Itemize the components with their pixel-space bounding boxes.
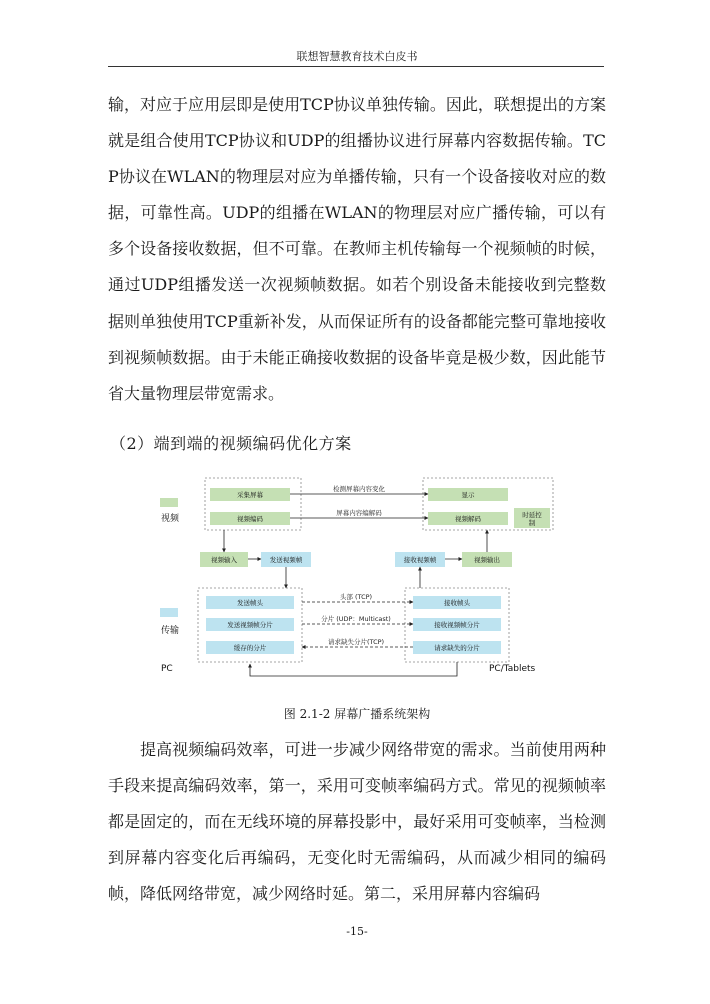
node-receive-frame-label: 接收视频帧 [403,556,437,564]
legend-video-label: 视频 [161,514,180,524]
node-video-input-label: 视频输入 [211,556,237,564]
legend-transport-label: 传输 [161,626,180,636]
architecture-diagram [150,470,562,690]
edge-header-tcp-label: 头部 (TCP) [339,593,373,601]
node-cached-fragments-label: 缓存的分片 [233,644,267,652]
node-receive-fragments-label: 接收视频帧分片 [434,621,480,629]
section-heading: （2）端到端的视频编码优化方案 [110,434,352,453]
legend-video-swatch [160,498,178,507]
legend-transport-swatch [160,608,178,617]
body-paragraph-1: 输，对应于应用层即是使用TCP协议单独传输。因此，联想提出的方案就是组合使用TCP协议和UDP的组播协议进行屏幕内容数据传输。TCP协议在WLAN的物理层对应为单播传输，只有一个设备接收对应的数据，可靠性高。UDP的组播在WLAN的物理层对应广播传输，可以有多个设备接收数据，但不可靠。在教师主机传输每一个视频帧的时候，通过UDP组播发送一次视频帧数据。如若个别设备未能接收到完整数据则单独使用TCP重新补发，从而保证所有的设备都能完整可靠地接收到视频帧数据。由于未能正确接收数据的设备毕竟是极少数，因此能节省大量物理层带宽需求。 [108,95,606,403]
pc-label: PC [161,664,173,674]
node-request-missing-label: 请求缺失的分片 [434,644,480,652]
node-delay-control-label-1: 时延控 [522,511,542,519]
edge-request-tcp-label: 请求缺失分片(TCP) [327,638,385,646]
page-number: -15- [346,925,368,938]
node-receive-header-label: 接收帧头 [444,599,470,607]
node-send-frame-label: 发送视频帧 [269,556,303,564]
header-rule [108,66,604,67]
edge-resend-loop [250,662,457,676]
figure-caption: 图 2.1-2 屏幕广播系统架构 [283,707,431,721]
node-video-output-label: 视频输出 [474,556,500,564]
node-video-encode-label: 视频编码 [237,515,263,523]
node-send-fragments-label: 发送视频帧分片 [227,621,273,629]
running-header: 联想智慧教育技术白皮书 [296,50,418,63]
node-video-decode-label: 视频解码 [455,515,481,523]
tablet-label: PC/Tablets [489,664,536,674]
node-display-label: 显示 [461,491,475,499]
body-paragraph-2: 提高视频编码效率，可进一步减少网络带宽的需求。当前使用两种手段来提高编码效率，第一，采用可变帧率编码方式。常见的视频帧率都是固定的，而在无线环境的屏幕投影中，最好采用可变帧率，当检测到屏幕内容变化后再编码，无变化时无需编码，从而减少相同的编码帧，降低网络带宽，减少网络时延。第二，采用屏幕内容编码 [108,740,606,904]
edge-detect-change-label: 检测屏幕内容变化 [333,485,385,493]
edge-screen-codec-label: 屏幕内容编解码 [336,509,382,517]
edge-fragments-udp-label: 分片 (UDP：Multicast) [321,615,391,623]
node-send-header-label: 发送帧头 [237,599,263,607]
node-capture-screen-label: 采集屏幕 [237,491,263,499]
node-delay-control-label-2: 制 [528,519,536,527]
